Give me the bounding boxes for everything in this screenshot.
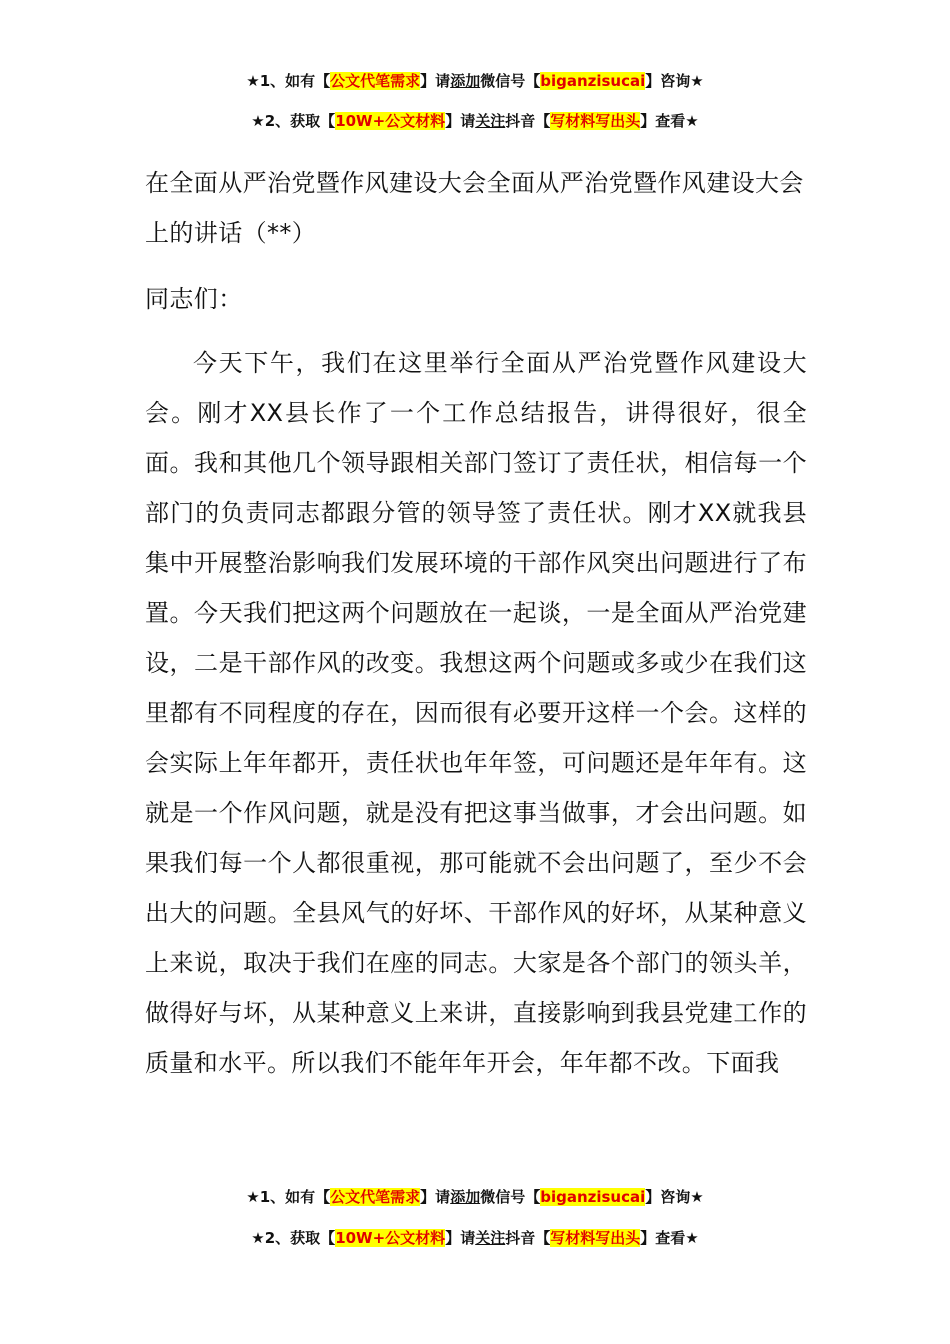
highlight-service-label: 公文代笔需求 xyxy=(330,1188,421,1206)
underlined-action-word: 关注 xyxy=(475,112,506,130)
footer-banner-line-2 xyxy=(0,1227,950,1249)
header-banner-line-1 xyxy=(0,70,950,92)
underlined-action-word: 添加 xyxy=(450,72,481,90)
banner-text: 】咨询★ xyxy=(645,72,704,90)
banner-text: 】咨询★ xyxy=(645,1188,704,1206)
highlight-service-label: 公文代笔需求 xyxy=(330,72,421,90)
banner-text: 】请 xyxy=(445,1229,476,1247)
salutation: 同志们： xyxy=(145,285,243,313)
highlight-wechat-id: biganzisucai xyxy=(540,72,646,90)
banner-text: ★2、获取【 xyxy=(251,1229,336,1247)
underlined-action-word: 添加 xyxy=(450,1188,481,1206)
banner-text: 】请 xyxy=(420,1188,451,1206)
banner-text: 微信号【 xyxy=(480,1188,541,1206)
banner-text: 】请 xyxy=(420,72,451,90)
underlined-action-word: 关注 xyxy=(475,1229,506,1247)
banner-text: ★2、获取【 xyxy=(251,112,336,130)
banner-text: ★1、如有【 xyxy=(246,1188,331,1206)
highlight-douyin-account: 写材料写出头 xyxy=(550,112,641,130)
banner-text: ★1、如有【 xyxy=(246,72,331,90)
highlight-materials-label: 10W+公文材料 xyxy=(335,1229,446,1247)
banner-text: 】请 xyxy=(445,112,476,130)
banner-text: 抖音【 xyxy=(505,1229,551,1247)
body-paragraph: 今天下午，我们在这里举行全面从严治党暨作风建设大会。刚才XX县长作了一个工作总结报告，讲得很好，很全面。我和其他几个领导跟相关部门签订了责任状，相信每一个部门的负责同志都跟分管的领导签了责任状。刚才XX就我县集中开展整治影响我们发展环境的干部作风突出问题进行了布置。今天我们把这两个问题放在一起谈，一是全面从严治党建设，二是干部作风的改变。我想这两个问题或多或少在我们这里都有不同程度的存在，因而很有必要开这样一个会。这样的会实际上年年都开，责任状也年年签，可问题还是年年有。这就是一个作风问题，就是没有把这事当做事，才会出问题。如果我们每一个人都很重视，那可能就不会出问题了，至少不会出大的问题。全县风气的好坏、干部作风的好坏，从某种意义上来说，取决于我们在座的同志。大家是各个部门的领头羊，做得好与坏，从某种意义上来讲，直接影响到我县党建工作的质量和水平。所以我们不能年年开会，年年都不改。下面我 xyxy=(145,349,807,1077)
banner-text: 微信号【 xyxy=(480,72,541,90)
banner-text: 抖音【 xyxy=(505,112,551,130)
banner-text: 】查看★ xyxy=(640,1229,699,1247)
header-banner-line-2 xyxy=(0,110,950,132)
highlight-wechat-id: biganzisucai xyxy=(540,1188,646,1206)
banner-text: 】查看★ xyxy=(640,112,699,130)
footer-banner-line-1 xyxy=(0,1186,950,1208)
highlight-douyin-account: 写材料写出头 xyxy=(550,1229,641,1247)
document-title: 在全面从严治党暨作风建设大会全面从严治党暨作风建设大会上的讲话（**） xyxy=(145,169,804,247)
highlight-materials-label: 10W+公文材料 xyxy=(335,112,446,130)
